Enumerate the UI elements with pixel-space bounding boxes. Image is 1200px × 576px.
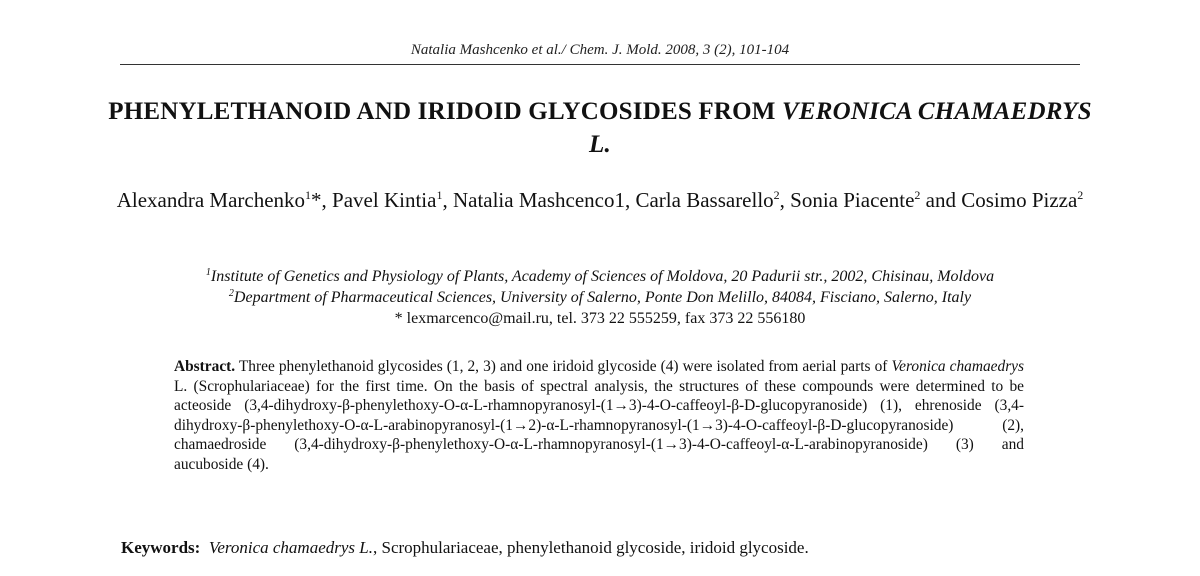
paper-title-main: PHENYLETHANOID AND IRIDOID GLYCOSIDES FROM xyxy=(108,98,783,125)
affiliation-number: 1 xyxy=(205,267,211,278)
author-separator: , xyxy=(779,188,791,212)
author-name: Natalia Mashcenco1 xyxy=(452,188,625,212)
keywords xyxy=(121,537,1121,559)
abstract-label: Abstract. xyxy=(174,358,236,375)
author-separator: and xyxy=(920,188,962,212)
author-separator: , xyxy=(442,188,453,212)
author-name: Sonia Piacente xyxy=(790,188,915,212)
affiliation-text: Institute of Genetics and Physiology of Plants, Academy of Sciences of Moldova, 20 Padurii str., 2002, Chisinau, Moldova xyxy=(210,268,995,285)
author-affiliation-mark: 1 xyxy=(305,188,312,202)
author-separator: , xyxy=(321,188,333,212)
running-header: Natalia Mashcenko et al./ Chem. J. Mold. 2008, 3 (2), 101-104 xyxy=(410,42,790,58)
author-affiliation-mark: 2 xyxy=(1077,188,1084,202)
author-list xyxy=(100,185,1100,215)
abstract-text: Three phenylethanoid glycosides (1, 2, 3) and one iridoid glycoside (4) were isolated from aerial parts of xyxy=(235,358,892,375)
keywords-label: Keywords: xyxy=(121,538,201,557)
paper-title-species: VERONICA CHAMAEDRYS L. xyxy=(589,98,1092,158)
author-name: Pavel Kintia xyxy=(332,188,437,212)
affiliation-number: 2 xyxy=(228,288,234,299)
affiliation-text: Department of Pharmaceutical Sciences, University of Salerno, Ponte Don Melillo, 84084, Fisciano, Salerno, Italy xyxy=(233,289,972,306)
author-name: Carla Bassarello xyxy=(635,188,774,212)
abstract xyxy=(174,357,1024,475)
corresponding-contact: * lexmarcenco@mail.ru, tel. 373 22 555259, fax 373 22 556180 xyxy=(394,310,806,327)
paper-title xyxy=(100,95,1100,161)
author-affiliation-mark: 1 xyxy=(436,188,443,202)
abstract-text: L. (Scrophulariaceae) for the first time. On the basis of spectral analysis, the structures of these compounds were determined to be acteoside (3,4-dihydroxy-β-phenylethoxy-O-α-L-rhamnopyranosyl-(1→3)-4-O-caffeoyl-β-D-glucopyranoside) (1), ehrenoside (3,4-dihydroxy-β-phenylethoxy-O-α-L-arabinopyranosyl-(1→2)-α-L-rhamnopyranosyl-(1→3)-4-O-caffeoyl-β-D-glucopyranoside) (2), chamaedroside (3,4-dihydroxy-β-phenylethoxy-O-α-L-rhamnopyranosyl-(1→3)-4-O-caffeoyl-α-L-arabinopyranoside) (3) and aucuboside (4). xyxy=(174,377,1024,473)
abstract-species: Veronica chamaedrys xyxy=(891,358,1025,375)
author-affiliation-mark: 2 xyxy=(773,188,780,202)
keywords-list: , Scrophulariaceae, phenylethanoid glycoside, iridoid glycoside. xyxy=(372,538,809,557)
affiliations-block xyxy=(100,266,1100,329)
header-rule xyxy=(120,64,1080,65)
corresponding-author-mark: * xyxy=(311,188,322,212)
author-separator: , xyxy=(624,188,636,212)
affiliation-1 xyxy=(100,266,1100,287)
author-name: Cosimo Pizza xyxy=(961,188,1078,212)
keywords-species: Veronica chamaedrys L. xyxy=(208,538,373,557)
author-affiliation-mark: 2 xyxy=(914,188,921,202)
affiliation-2 xyxy=(100,287,1100,308)
author-name: Alexandra Marchenko xyxy=(116,188,306,212)
